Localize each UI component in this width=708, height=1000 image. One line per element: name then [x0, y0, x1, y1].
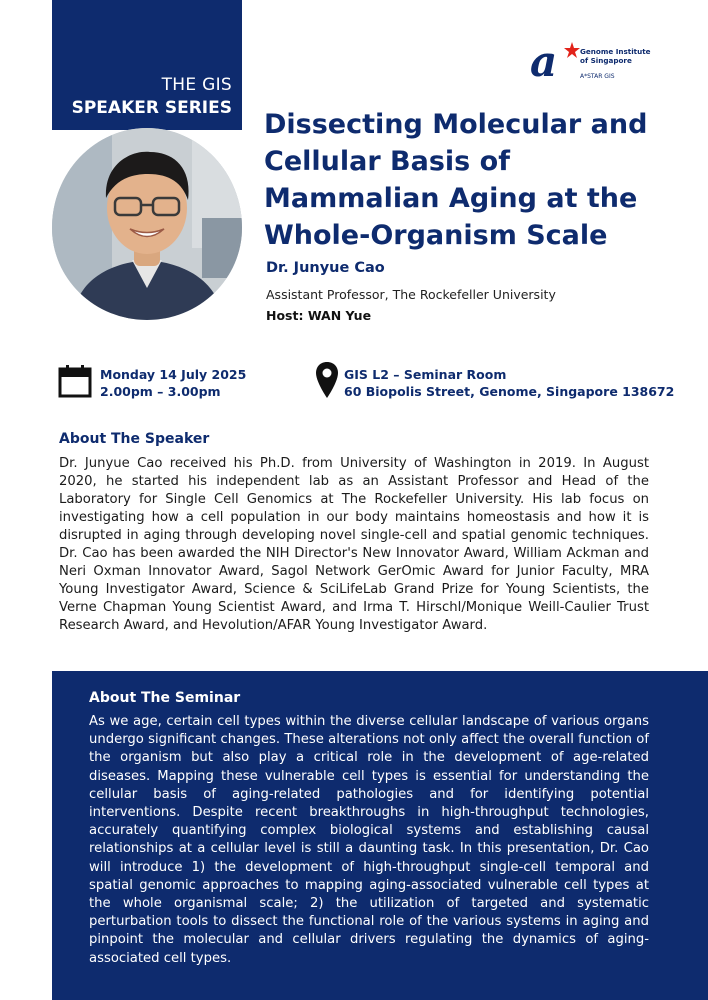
speaker-series-label — [52, 74, 232, 120]
logo-subtext: A*STAR GIS — [580, 73, 615, 80]
event-time: 2.00pm – 3.00pm — [100, 384, 221, 399]
logo-line-2: of Singapore — [580, 56, 632, 65]
event-venue: GIS L2 – Seminar Room — [344, 367, 507, 382]
astar-logo-mark — [528, 38, 580, 82]
host-name: Host: WAN Yue — [266, 308, 372, 323]
event-location — [344, 366, 674, 400]
about-seminar-body: As we age, certain cell types within the diverse cellular landscape of various organs undergo significant changes. These alterations not only affect the overall function of the organism but also play a critical role in the development of age-related diseases. Mapping these vulnerable cell types is essential for understanding the cellular basis of aging-related pathologies and for identifying potential interventions. Despite recent breakthroughs in high-throughput technologies, accurately quantifying complex biological systems and establishing causal relationships at a cellular level is still a daunting task. In this presentation, Dr. Cao will introduce 1) the development of high-throughput single-cell temporal and spatial genomic approaches to mapping aging-associated vulnerable cell types at the whole organismal scale; 2) the utilization of targeted and systematic perturbation tools to dissect the functional role of the various systems in aging and pinpoint the molecular and cellular drivers regulating the dynamics of aging-associated cell types. — [89, 714, 649, 966]
event-date-time — [100, 366, 246, 400]
about-speaker-body: Dr. Junyue Cao received his Ph.D. from University of Washington in 2019. In August 2020, he started his independent lab as an Assistant Professor and Head of the Laboratory for Single Cell Genomics at The Rockefeller University. His lab focus on investigating how a cell population in our body maintains homeostasis and how it is disrupted in aging through developing novel single-cell and spatial genomic techniques. Dr. Cao has been awarded the NIH Director's New Innovator Award, William Ackman and Neri Oxman Innovator Award, Sagol Network GerOmic Award for Junior Faculty, MRA Young Investigator Award, Science & SciLifeLab Grand Prize for Young Scientists, the Verne Chapman Young Scientist Award, and Irma T. Hirschl/Monique Weill-Caulier Trust Research Award, and Hevolution/AFAR Young Investigator Award. — [59, 456, 649, 633]
gis-logo — [528, 38, 668, 82]
calendar-icon — [58, 364, 92, 402]
talk-title: Dissecting Molecular and Cellular Basis of Mammalian Aging at the Whole-Organism Scale — [264, 109, 648, 251]
about-speaker-heading: About The Speaker — [59, 431, 210, 447]
logo-line-1: Genome Institute — [580, 47, 651, 56]
location-pin-icon — [316, 362, 338, 402]
about-seminar-heading: About The Seminar — [89, 690, 241, 706]
series-line-2: SPEAKER SERIES — [71, 98, 232, 118]
speaker-name: Dr. Junyue Cao — [266, 260, 385, 276]
speaker-role: Assistant Professor, The Rockefeller University — [266, 287, 556, 302]
speaker-photo — [52, 128, 242, 320]
event-address: 60 Biopolis Street, Genome, Singapore 138672 — [344, 384, 675, 399]
event-date: Monday 14 July 2025 — [100, 367, 247, 382]
series-line-1: THE GIS — [161, 75, 232, 95]
svg-text:a: a — [530, 38, 558, 82]
speaker-portrait-illustration — [52, 128, 242, 320]
gis-logo-text — [580, 47, 651, 65]
